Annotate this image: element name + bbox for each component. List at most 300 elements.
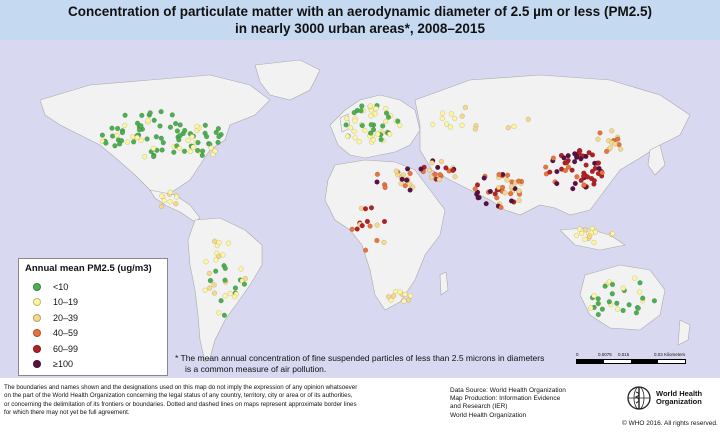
disclaimer-line: The boundaries and names shown and the designations used on this map do not imply the expression of any opinion whatsoever: [4, 384, 358, 391]
city-marker: [597, 166, 602, 171]
city-marker: [175, 129, 180, 134]
city-marker: [575, 174, 580, 179]
scale-label: 0.03 Kilometers: [654, 352, 686, 357]
city-marker: [139, 138, 144, 143]
city-marker: [387, 132, 392, 137]
city-marker: [547, 170, 552, 175]
footnote-line1: * The mean annual concentration of fine suspended particles of less than 2.5 microns in diameters: [175, 353, 545, 363]
city-marker: [596, 161, 601, 166]
city-marker: [365, 219, 370, 224]
city-marker: [598, 131, 603, 136]
city-marker: [212, 239, 217, 244]
scale-label: 0.015: [618, 352, 630, 357]
who-logo-text: [656, 390, 702, 406]
city-marker: [152, 118, 157, 123]
city-marker: [564, 160, 569, 165]
city-marker: [627, 302, 632, 307]
legend-item: [25, 295, 161, 311]
legend-label: 10–19: [53, 297, 79, 308]
city-marker: [375, 238, 380, 243]
source-line: and Research (IER): [450, 403, 508, 411]
new-zealand: [678, 320, 690, 345]
city-marker: [174, 195, 179, 200]
city-marker: [588, 306, 593, 311]
city-marker: [476, 195, 481, 200]
asia: [415, 75, 690, 215]
city-marker: [587, 234, 592, 239]
legend-swatch: [33, 314, 41, 322]
city-marker: [430, 160, 435, 165]
city-marker: [497, 172, 502, 177]
city-marker: [585, 175, 590, 180]
city-marker: [115, 133, 120, 138]
city-marker: [219, 298, 224, 303]
city-marker: [572, 159, 577, 164]
city-marker: [608, 145, 613, 150]
madagascar: [440, 272, 448, 295]
south-america: [188, 218, 262, 362]
city-marker: [618, 147, 623, 152]
city-marker: [371, 127, 376, 132]
city-marker: [596, 312, 601, 317]
city-marker: [383, 185, 388, 190]
city-marker: [177, 146, 182, 151]
city-marker: [110, 134, 115, 139]
city-marker: [574, 233, 579, 238]
city-marker: [203, 288, 208, 293]
city-marker: [216, 310, 221, 315]
city-marker: [125, 140, 130, 145]
city-marker: [226, 241, 231, 246]
city-marker: [345, 134, 350, 139]
city-marker: [460, 123, 465, 128]
city-marker: [610, 231, 615, 236]
city-marker: [113, 143, 118, 148]
city-marker: [368, 104, 373, 109]
city-marker: [579, 231, 584, 236]
city-marker: [634, 310, 639, 315]
source-line: World Health Organization: [450, 411, 527, 419]
city-marker: [353, 119, 358, 124]
city-marker: [117, 142, 122, 147]
city-marker: [148, 111, 153, 116]
city-marker: [508, 191, 513, 196]
city-marker: [243, 276, 248, 281]
city-marker: [217, 134, 222, 139]
legend-item: [25, 357, 161, 373]
legend-label: 60–99: [53, 343, 79, 354]
city-marker: [222, 313, 227, 318]
city-marker: [168, 190, 173, 195]
city-marker: [584, 163, 589, 168]
city-marker: [368, 224, 373, 229]
city-marker: [176, 137, 181, 142]
city-marker: [221, 253, 226, 258]
city-marker: [195, 124, 200, 129]
city-marker: [233, 286, 238, 291]
city-marker: [355, 227, 360, 232]
city-marker: [583, 237, 588, 242]
city-marker: [451, 168, 456, 173]
city-marker: [610, 282, 615, 287]
city-marker: [573, 181, 578, 186]
legend-label: ≥100: [53, 359, 73, 370]
city-marker: [178, 123, 183, 128]
who-logo-line1: World Health: [656, 389, 703, 398]
city-marker: [158, 124, 163, 129]
scale-label: 0: [576, 352, 579, 357]
city-marker: [135, 135, 140, 140]
city-marker: [475, 183, 480, 188]
city-marker: [216, 126, 221, 131]
city-marker: [363, 206, 368, 211]
city-marker: [632, 276, 637, 281]
city-marker: [582, 183, 587, 188]
city-marker: [223, 266, 228, 271]
scale-bar: [576, 352, 686, 372]
disclaimer-line: or concerning the delimitation of its frontiers or boundaries. Dotted and dashed lines on maps represent approximate border lines: [4, 400, 357, 408]
city-marker: [173, 201, 178, 206]
city-marker: [402, 299, 407, 304]
city-marker: [516, 179, 521, 184]
scale-label: 0.0075: [598, 352, 612, 357]
city-marker: [499, 205, 504, 210]
city-marker: [168, 125, 173, 130]
city-marker: [408, 188, 413, 193]
city-marker: [577, 227, 582, 232]
city-marker: [555, 169, 560, 174]
city-marker: [652, 298, 657, 303]
city-marker: [400, 177, 405, 182]
city-marker: [615, 307, 620, 312]
city-marker: [427, 168, 432, 173]
city-marker: [640, 296, 645, 301]
city-marker: [359, 108, 364, 113]
city-marker: [375, 172, 380, 177]
city-marker: [362, 128, 367, 133]
city-marker: [131, 140, 136, 145]
city-marker: [609, 128, 614, 133]
city-marker: [600, 307, 605, 312]
city-marker: [186, 138, 191, 143]
city-marker: [638, 280, 643, 285]
footer: [0, 378, 720, 433]
city-marker: [401, 173, 406, 178]
city-marker: [375, 180, 380, 185]
city-marker: [146, 118, 151, 123]
city-marker: [350, 227, 355, 232]
legend-swatch: [33, 283, 41, 291]
city-marker: [170, 113, 175, 118]
city-marker: [375, 223, 380, 228]
city-marker: [636, 306, 641, 311]
city-marker: [382, 219, 387, 224]
city-marker: [122, 123, 127, 128]
city-marker: [517, 198, 522, 203]
legend: [18, 258, 168, 376]
city-marker: [159, 109, 164, 114]
city-marker: [159, 136, 164, 141]
city-marker: [419, 167, 424, 172]
city-marker: [435, 165, 440, 170]
city-marker: [359, 104, 364, 109]
map-title-line2: in nearly 3000 urban areas*, 2008–2015: [235, 21, 485, 36]
city-marker: [607, 299, 612, 304]
city-marker: [100, 133, 105, 138]
source-line: Data Source: World Health Organization: [450, 387, 566, 394]
city-marker: [352, 110, 357, 115]
city-marker: [386, 294, 391, 299]
city-marker: [432, 172, 437, 177]
city-marker: [204, 134, 209, 139]
legend-label: 40–59: [53, 328, 79, 339]
city-marker: [505, 178, 510, 183]
city-marker: [380, 124, 385, 129]
who-emblem-icon: [626, 385, 652, 411]
city-marker: [408, 171, 413, 176]
city-marker: [213, 269, 218, 274]
city-marker: [583, 227, 588, 232]
city-marker: [596, 296, 601, 301]
city-marker: [348, 125, 353, 130]
city-marker: [509, 184, 514, 189]
city-marker: [610, 291, 615, 296]
city-marker: [360, 123, 365, 128]
city-marker: [182, 149, 187, 154]
city-marker: [204, 259, 209, 264]
city-marker: [506, 125, 511, 130]
city-marker: [453, 174, 458, 179]
city-marker: [444, 166, 449, 171]
city-marker: [369, 114, 374, 119]
legend-item: [25, 310, 161, 326]
city-marker: [383, 106, 388, 111]
legend-title: Annual mean PM2.5 (ug/m3): [25, 263, 152, 274]
city-marker: [621, 286, 626, 291]
city-marker: [551, 156, 556, 161]
city-marker: [207, 286, 212, 291]
city-marker: [430, 122, 435, 127]
city-marker: [488, 189, 493, 194]
city-marker: [223, 278, 228, 283]
city-marker: [408, 293, 413, 298]
city-marker: [375, 132, 380, 137]
city-marker: [151, 146, 156, 151]
city-marker: [603, 284, 608, 289]
city-marker: [463, 105, 468, 110]
city-marker: [554, 181, 559, 186]
city-marker: [104, 141, 109, 146]
city-marker: [212, 283, 217, 288]
city-marker: [383, 119, 388, 124]
city-marker: [397, 123, 402, 128]
city-marker: [203, 123, 208, 128]
city-marker: [517, 189, 522, 194]
city-marker: [482, 176, 487, 181]
footnote-line2: is a common measure of air pollution.: [185, 364, 327, 374]
japan: [648, 145, 665, 175]
city-marker: [374, 106, 379, 111]
city-marker: [592, 178, 597, 183]
scale-line: [576, 359, 686, 364]
city-marker: [570, 186, 575, 191]
city-marker: [211, 152, 216, 157]
city-marker: [593, 230, 598, 235]
legend-label: <10: [53, 281, 69, 292]
city-marker: [399, 181, 404, 186]
who-logo-line2: Organization: [656, 397, 702, 406]
city-marker: [344, 123, 349, 128]
city-marker: [637, 290, 642, 295]
city-marker: [391, 294, 396, 299]
city-marker: [353, 135, 358, 140]
city-marker: [161, 140, 166, 145]
city-marker: [590, 169, 595, 174]
city-marker: [543, 165, 548, 170]
city-marker: [208, 278, 213, 283]
city-marker: [216, 140, 221, 145]
disclaimer-line: on the part of the World Health Organization concerning the legal status of any country, territory, city or area or of its authorities,: [4, 392, 353, 400]
city-marker: [512, 124, 517, 129]
city-marker: [596, 137, 601, 142]
city-marker: [200, 149, 205, 154]
city-marker: [614, 301, 619, 306]
city-marker: [142, 154, 147, 159]
city-marker: [110, 126, 115, 131]
city-marker: [115, 126, 120, 131]
legend-item: [25, 279, 161, 295]
city-marker: [613, 142, 618, 147]
legend-swatch: [33, 329, 41, 337]
city-marker: [145, 137, 150, 142]
city-marker: [572, 151, 577, 156]
legend-item: [25, 341, 161, 357]
city-marker: [190, 134, 195, 139]
city-marker: [505, 173, 510, 178]
city-marker: [403, 292, 408, 297]
city-marker: [406, 298, 411, 303]
footnote: [175, 353, 575, 375]
city-marker: [195, 148, 200, 153]
city-marker: [191, 145, 196, 150]
city-marker: [352, 129, 357, 134]
city-marker: [239, 267, 244, 272]
city-marker: [173, 121, 178, 126]
city-marker: [188, 149, 193, 154]
city-marker: [509, 199, 514, 204]
city-marker: [526, 117, 531, 122]
disclaimer-line: for which there may not yet be full agreement.: [4, 408, 130, 416]
city-marker: [154, 134, 159, 139]
city-marker: [393, 289, 398, 294]
city-marker: [363, 248, 368, 253]
city-marker: [357, 139, 362, 144]
city-marker: [344, 116, 349, 121]
city-marker: [444, 122, 449, 127]
city-marker: [615, 137, 620, 142]
city-marker: [592, 240, 597, 245]
city-marker: [242, 282, 247, 287]
city-marker: [484, 201, 489, 206]
city-marker: [228, 291, 233, 296]
city-marker: [207, 271, 212, 276]
city-marker: [449, 112, 454, 117]
scale-labels: [576, 352, 686, 359]
city-marker: [439, 159, 444, 164]
city-marker: [379, 137, 384, 142]
source-line: Map Production: Information Evidence: [450, 395, 561, 403]
city-marker: [398, 290, 403, 295]
city-marker: [139, 113, 144, 118]
legend-item: [25, 326, 161, 342]
legend-label: 20–39: [53, 312, 79, 323]
map-title-line1: Concentration of particulate matter with an aerodynamic diameter of 2.5 µm or less (PM2.5): [68, 4, 652, 19]
city-marker: [438, 172, 443, 177]
city-marker: [596, 301, 601, 306]
greenland: [255, 60, 320, 100]
city-marker: [139, 123, 144, 128]
legend-rows: [25, 279, 161, 372]
map-title: [0, 0, 720, 40]
city-marker: [130, 134, 135, 139]
disclaimer: [4, 384, 424, 417]
city-marker: [182, 128, 187, 133]
city-marker: [369, 205, 374, 210]
city-marker: [604, 149, 609, 154]
city-marker: [382, 240, 387, 245]
city-marker: [395, 119, 400, 124]
city-marker: [577, 149, 582, 154]
city-marker: [159, 204, 164, 209]
city-marker: [196, 140, 201, 145]
city-marker: [473, 127, 478, 132]
city-marker: [440, 116, 445, 121]
city-marker: [217, 240, 222, 245]
city-marker: [159, 194, 164, 199]
city-marker: [600, 170, 605, 175]
city-marker: [151, 154, 156, 159]
city-marker: [587, 150, 592, 155]
city-marker: [223, 293, 228, 298]
city-marker: [212, 291, 217, 296]
city-marker: [120, 130, 125, 135]
city-marker: [562, 156, 567, 161]
city-marker: [579, 156, 584, 161]
copyright: © WHO 2016. All rights reserved.: [622, 420, 718, 427]
city-marker: [360, 223, 365, 228]
city-marker: [503, 190, 508, 195]
city-marker: [437, 177, 442, 182]
city-marker: [592, 293, 597, 298]
city-marker: [440, 111, 445, 116]
city-marker: [209, 146, 214, 151]
city-marker: [369, 122, 374, 127]
who-logo: [626, 384, 716, 412]
city-marker: [168, 199, 173, 204]
city-marker: [386, 115, 391, 120]
city-marker: [232, 294, 237, 299]
city-marker: [407, 182, 412, 187]
city-marker: [171, 150, 176, 155]
city-marker: [460, 114, 465, 119]
city-marker: [621, 308, 626, 313]
city-marker: [452, 116, 457, 121]
legend-swatch: [33, 298, 41, 306]
legend-swatch: [33, 360, 41, 368]
city-marker: [394, 169, 399, 174]
city-marker: [123, 113, 128, 118]
city-marker: [160, 148, 165, 153]
